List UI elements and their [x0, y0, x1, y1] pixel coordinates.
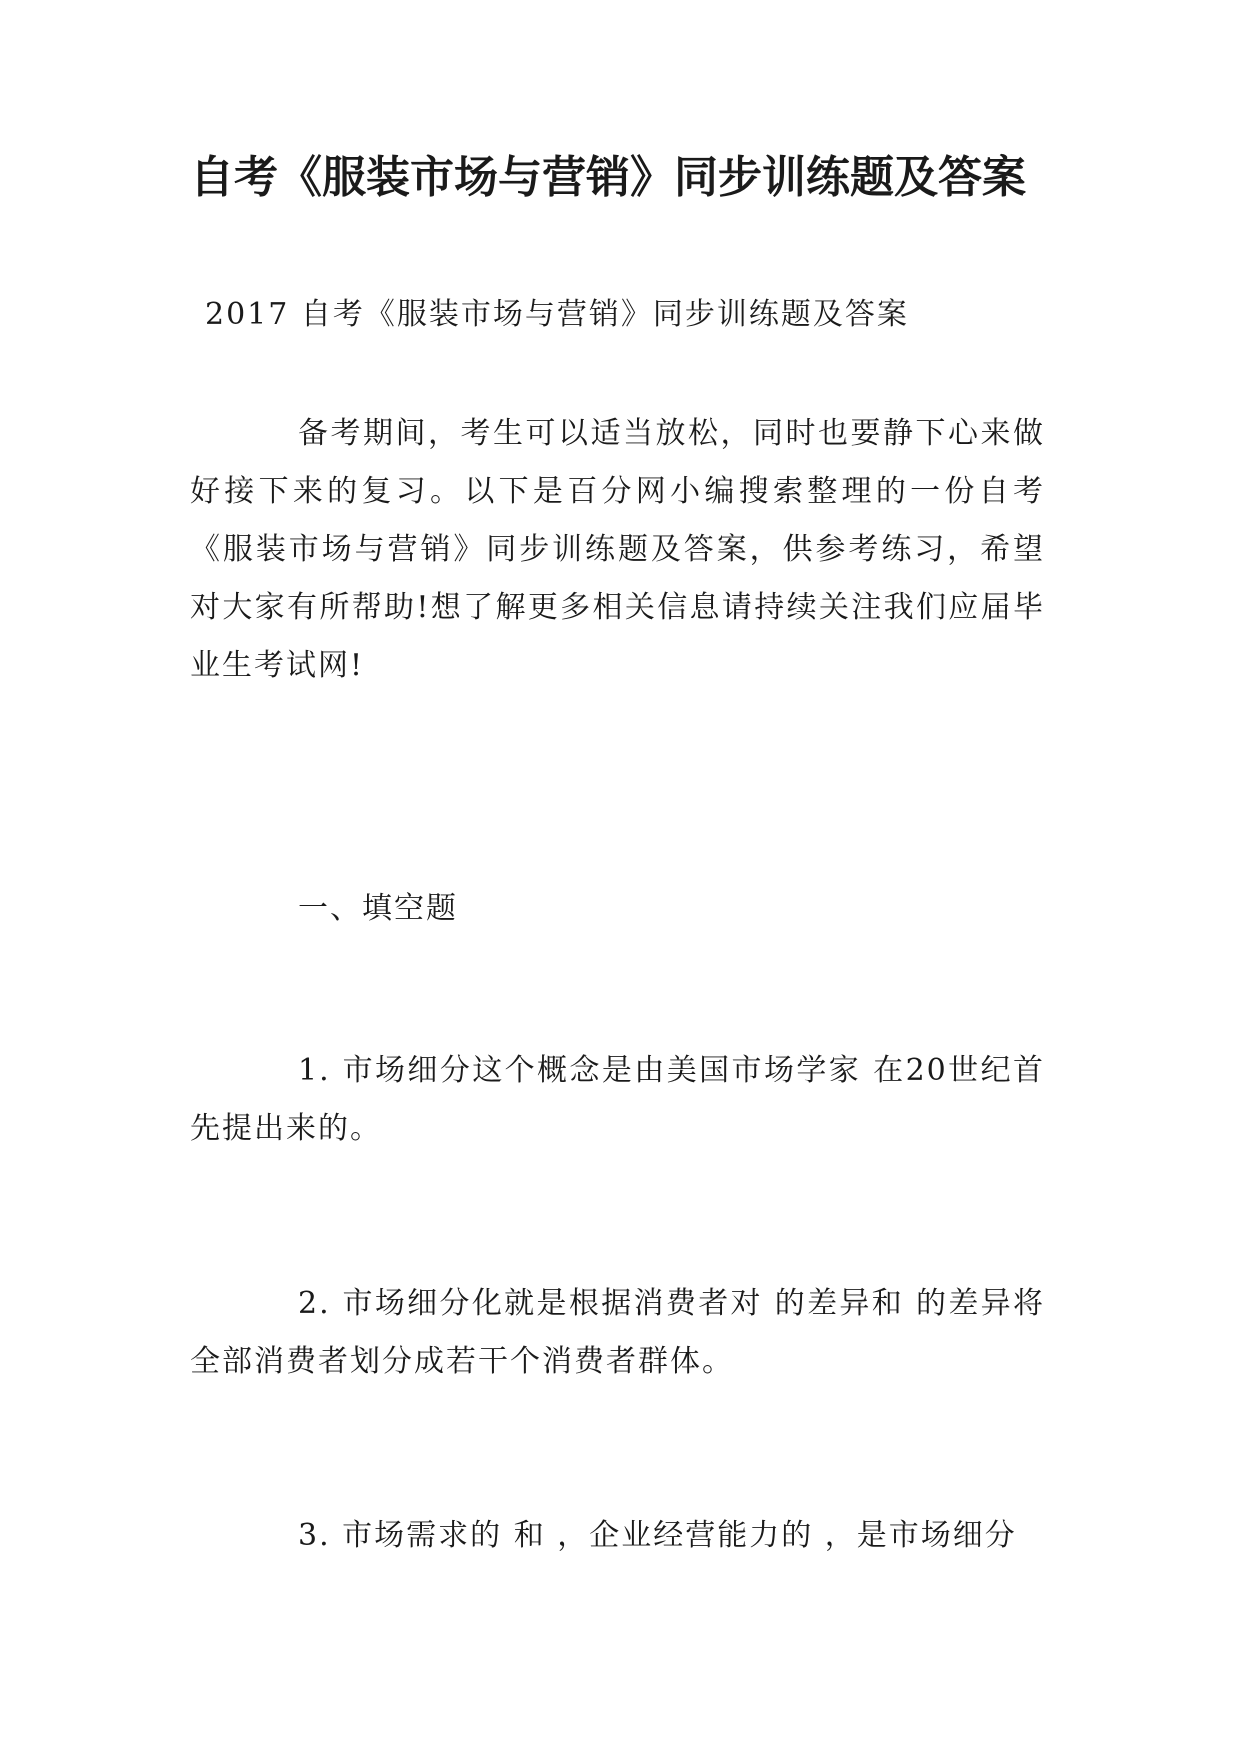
section-heading: 一、填空题 [298, 891, 458, 926]
intro-paragraph: 备考期间，考生可以适当放松，同时也要静下心来做好接下来的复习。以下是百分网小编搜索整理的一份自考《服装市场与营销》同步训练题及答案，供参考练习，希望对大家有所帮助!想了解更多相关信息请持续关注我们应届毕业生考试网! [190, 416, 1045, 683]
document-title: 自考《服装市场与营销》同步训练题及答案 [190, 152, 1026, 203]
question-1: 1. 市场细分这个概念是由美国市场学家 在20世纪首先提出来的。 [190, 1053, 1045, 1146]
question-3: 3. 市场需求的 和 ，企业经营能力的 ，是市场细分 [298, 1518, 1017, 1553]
document-subtitle: 2017 自考《服装市场与营销》同步训练题及答案 [205, 297, 909, 332]
question-2: 2. 市场细分化就是根据消费者对 的差异和 的差异将全部消费者划分成若干个消费者群体。 [190, 1286, 1045, 1379]
